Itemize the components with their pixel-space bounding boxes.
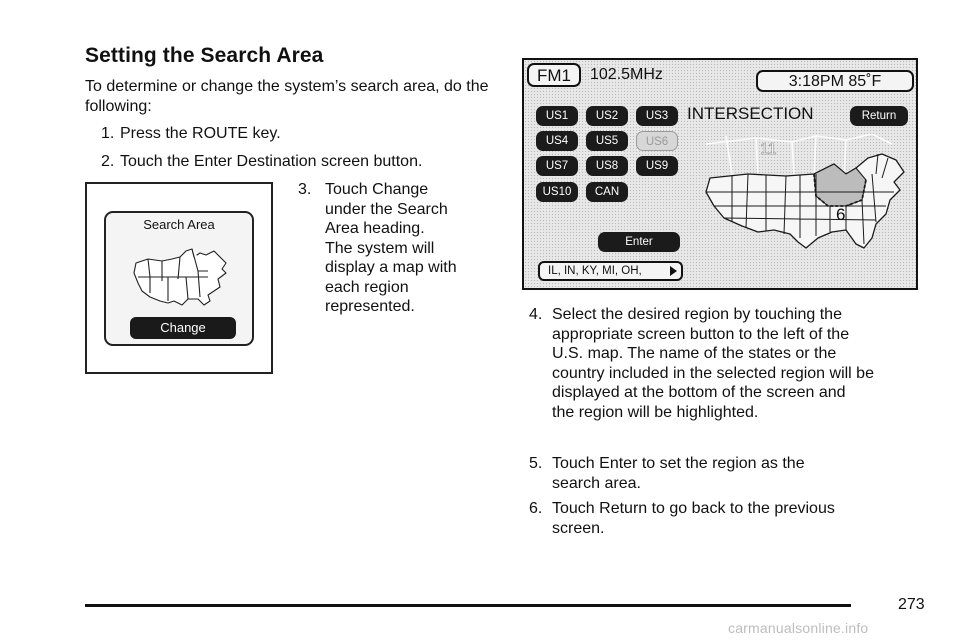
region-button-us8[interactable]: US8 <box>586 156 628 176</box>
step-5 <box>529 454 929 496</box>
step-line: Area heading. <box>325 220 425 237</box>
region-button-us4[interactable]: US4 <box>536 131 578 151</box>
step-number: 3. <box>298 181 312 198</box>
frequency-readout: 102.5MHz <box>590 66 663 83</box>
scroll-right-icon[interactable] <box>670 266 677 276</box>
page-number: 273 <box>898 596 925 613</box>
footer-rule <box>85 604 851 607</box>
watermark: carmanualsonline.info <box>728 620 869 636</box>
region-button-can[interactable]: CAN <box>586 182 628 202</box>
change-button[interactable]: Change <box>130 317 236 339</box>
step-3 <box>298 180 498 320</box>
step-text: Touch the Enter Destination screen button. <box>120 153 423 170</box>
region-button-us2[interactable]: US2 <box>586 106 628 126</box>
map-region-label: 6 <box>836 205 846 224</box>
step-line: under the Search <box>325 200 448 218</box>
step-line: Touch Enter to set the region as the <box>552 455 805 472</box>
step-line: Select the desired region by touching the <box>552 306 842 323</box>
region-button-us3[interactable]: US3 <box>636 106 678 126</box>
step-line: appropriate screen button to the left of the <box>552 325 850 343</box>
navigation-screen <box>522 58 918 290</box>
step-line: The system will <box>325 239 435 257</box>
intro-paragraph: To determine or change the system’s search area, do the following: <box>85 78 489 115</box>
mode-title: INTERSECTION <box>687 104 814 123</box>
step-line: each region <box>325 278 409 296</box>
region-button-us1[interactable]: US1 <box>536 106 578 126</box>
step-line: U.S. map. The name of the states or the <box>552 345 837 362</box>
enter-button[interactable]: Enter <box>598 232 680 252</box>
section-heading: Setting the Search Area <box>85 44 324 67</box>
region-states-text: IL, IN, KY, MI, OH, <box>548 265 642 277</box>
step-line: screen. <box>552 519 605 537</box>
search-area-screen <box>104 211 254 346</box>
search-area-title: Search Area <box>143 217 215 232</box>
search-area-figure <box>85 182 273 374</box>
step-line: display a map with <box>325 259 457 276</box>
band-badge: FM1 <box>527 63 581 87</box>
step-line: Touch Return to go back to the previous <box>552 500 835 517</box>
region-button-us7[interactable]: US7 <box>536 156 578 176</box>
step-line: displayed at the bottom of the screen and <box>552 384 846 401</box>
map-region-label: 11 <box>760 141 777 158</box>
region-button-us6[interactable]: US6 <box>636 131 678 151</box>
step-line: Touch Change <box>325 181 429 198</box>
step-number: 4. <box>529 306 543 323</box>
step-line: represented. <box>325 298 415 315</box>
us-regions-map[interactable] <box>696 134 910 262</box>
step-text: Press the ROUTE key. <box>120 125 281 142</box>
step-line: the region will be highlighted. <box>552 403 759 421</box>
clock-temperature: 3:18PM 85˚F <box>756 70 914 92</box>
step-number: 5. <box>529 455 543 472</box>
step-4 <box>529 305 929 425</box>
selected-region-states-bar[interactable] <box>538 261 683 281</box>
step-6 <box>529 499 929 541</box>
region-button-us5[interactable]: US5 <box>586 131 628 151</box>
step-line: country included in the selected region will be <box>552 364 874 382</box>
step-number: 2. <box>101 153 115 170</box>
region-button-us9[interactable]: US9 <box>636 156 678 176</box>
step-line: search area. <box>552 474 641 492</box>
region-button-us10[interactable]: US10 <box>536 182 578 202</box>
step-number: 1. <box>101 125 115 142</box>
return-button[interactable]: Return <box>850 106 908 126</box>
north-america-map-icon <box>128 243 232 311</box>
step-number: 6. <box>529 500 543 517</box>
